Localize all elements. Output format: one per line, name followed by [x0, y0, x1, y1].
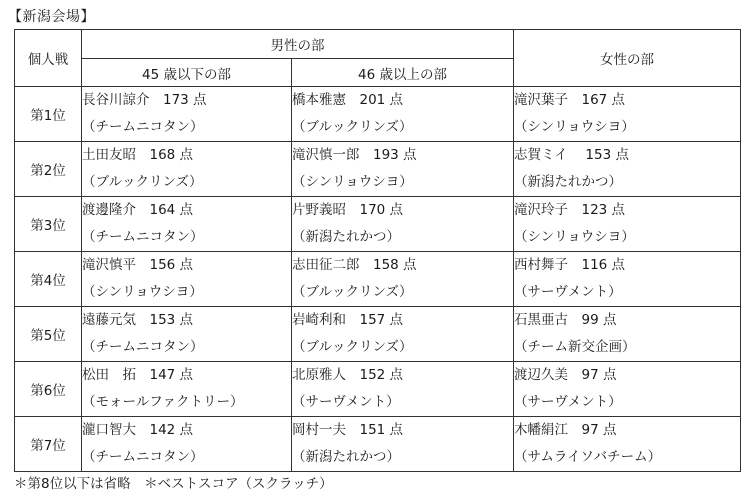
entry-cell-male-over46 — [292, 307, 514, 362]
header-male: 男性の部 — [82, 30, 514, 59]
page-title: 【新潟会場】 — [8, 9, 95, 25]
entry-cell-male-over46 — [292, 87, 514, 142]
footnote: ＊第8位以下は省略 ＊ベストスコア（スクラッチ） — [14, 476, 333, 492]
rank-cell: 第3位 — [15, 197, 82, 252]
player-name-score: 長谷川諒介 173 点 — [82, 92, 207, 108]
entry-cell-female — [514, 87, 741, 142]
entry-cell-male-under45 — [82, 142, 292, 197]
table-row — [15, 252, 741, 307]
entry-cell-male-under45 — [82, 417, 292, 472]
entry-cell-male-under45 — [82, 362, 292, 417]
table-row — [15, 87, 741, 142]
entry-cell-female — [514, 252, 741, 307]
player-name-score: 滝沢葉子 167 点 — [514, 92, 626, 108]
player-name-score: 岡村一夫 151 点 — [292, 422, 404, 438]
results-body — [15, 87, 741, 472]
entry-cell-male-over46 — [292, 417, 514, 472]
player-name-score: 遠藤元気 153 点 — [82, 312, 194, 328]
player-name-score: 瀧口智大 142 点 — [82, 422, 194, 438]
player-name-score: 滝沢慎平 156 点 — [82, 257, 194, 273]
table-row — [15, 307, 741, 362]
player-name-score: 片野義昭 170 点 — [292, 202, 404, 218]
entry-cell-male-over46 — [292, 142, 514, 197]
player-name-score: 岩崎利和 157 点 — [292, 312, 404, 328]
entry-cell-male-under45 — [82, 197, 292, 252]
entry-cell-male-under45 — [82, 87, 292, 142]
header-female: 女性の部 — [514, 30, 741, 87]
team-name: （サーヴメント） — [292, 394, 400, 410]
rank-cell: 第4位 — [15, 252, 82, 307]
team-name: （新潟たれかつ） — [292, 449, 400, 465]
team-name: （シンリョウシヨ） — [292, 174, 413, 190]
team-name: （シンリョウシヨ） — [82, 284, 203, 300]
team-name: （チームニコタン） — [82, 339, 204, 355]
entry-cell-female — [514, 142, 741, 197]
player-name-score: 北原雅人 152 点 — [292, 367, 404, 383]
team-name: （モォールファクトリー） — [82, 394, 244, 410]
team-name: （ブルックリンズ） — [292, 119, 413, 135]
team-name: （サーヴメント） — [514, 394, 622, 410]
player-name-score: 志賀ミイ 153 点 — [514, 147, 629, 163]
entry-cell-female — [514, 197, 741, 252]
team-name: （新潟たれかつ） — [292, 229, 400, 245]
table-row — [15, 197, 741, 252]
rank-cell: 第1位 — [15, 87, 82, 142]
team-name: （チームニコタン） — [82, 119, 204, 135]
player-name-score: 滝沢慎一郎 193 点 — [292, 147, 417, 163]
player-name-score: 木幡絹江 97 点 — [514, 422, 617, 438]
entry-cell-male-over46 — [292, 362, 514, 417]
team-name: （シンリョウシヨ） — [514, 229, 635, 245]
player-name-score: 渡邊隆介 164 点 — [82, 202, 194, 218]
player-name-score: 松田 拓 147 点 — [82, 367, 194, 383]
team-name: （ブルックリンズ） — [292, 339, 413, 355]
player-name-score: 志田征二郎 158 点 — [292, 257, 417, 273]
team-name: （サーヴメント） — [514, 284, 622, 300]
player-name-score: 滝沢玲子 123 点 — [514, 202, 626, 218]
entry-cell-male-under45 — [82, 252, 292, 307]
rank-cell: 第5位 — [15, 307, 82, 362]
results-table — [14, 29, 741, 472]
entry-cell-female — [514, 362, 741, 417]
table-row — [15, 417, 741, 472]
entry-cell-male-over46 — [292, 197, 514, 252]
team-name: （チームニコタン） — [82, 449, 204, 465]
player-name-score: 石黒亜古 99 点 — [514, 312, 617, 328]
player-name-score: 西村舞子 116 点 — [514, 257, 626, 273]
entry-cell-male-under45 — [82, 307, 292, 362]
header-individual: 個人戦 — [15, 30, 82, 87]
player-name-score: 橋本雅憲 201 点 — [292, 92, 404, 108]
team-name: （サムライソバチーム） — [514, 449, 662, 465]
rank-cell: 第7位 — [15, 417, 82, 472]
rank-cell: 第2位 — [15, 142, 82, 197]
team-name: （ブルックリンズ） — [82, 174, 203, 190]
table-row — [15, 362, 741, 417]
team-name: （新潟たれかつ） — [514, 174, 622, 190]
header-male-under45: 45 歳以下の部 — [82, 59, 292, 87]
rank-cell: 第6位 — [15, 362, 82, 417]
entry-cell-female — [514, 307, 741, 362]
entry-cell-male-over46 — [292, 252, 514, 307]
team-name: （チーム新交企画） — [514, 339, 636, 355]
team-name: （ブルックリンズ） — [292, 284, 413, 300]
header-male-over46: 46 歳以上の部 — [292, 59, 514, 87]
entry-cell-female — [514, 417, 741, 472]
table-row — [15, 142, 741, 197]
team-name: （シンリョウシヨ） — [514, 119, 635, 135]
team-name: （チームニコタン） — [82, 229, 204, 245]
player-name-score: 渡辺久美 97 点 — [514, 367, 617, 383]
player-name-score: 土田友昭 168 点 — [82, 147, 194, 163]
